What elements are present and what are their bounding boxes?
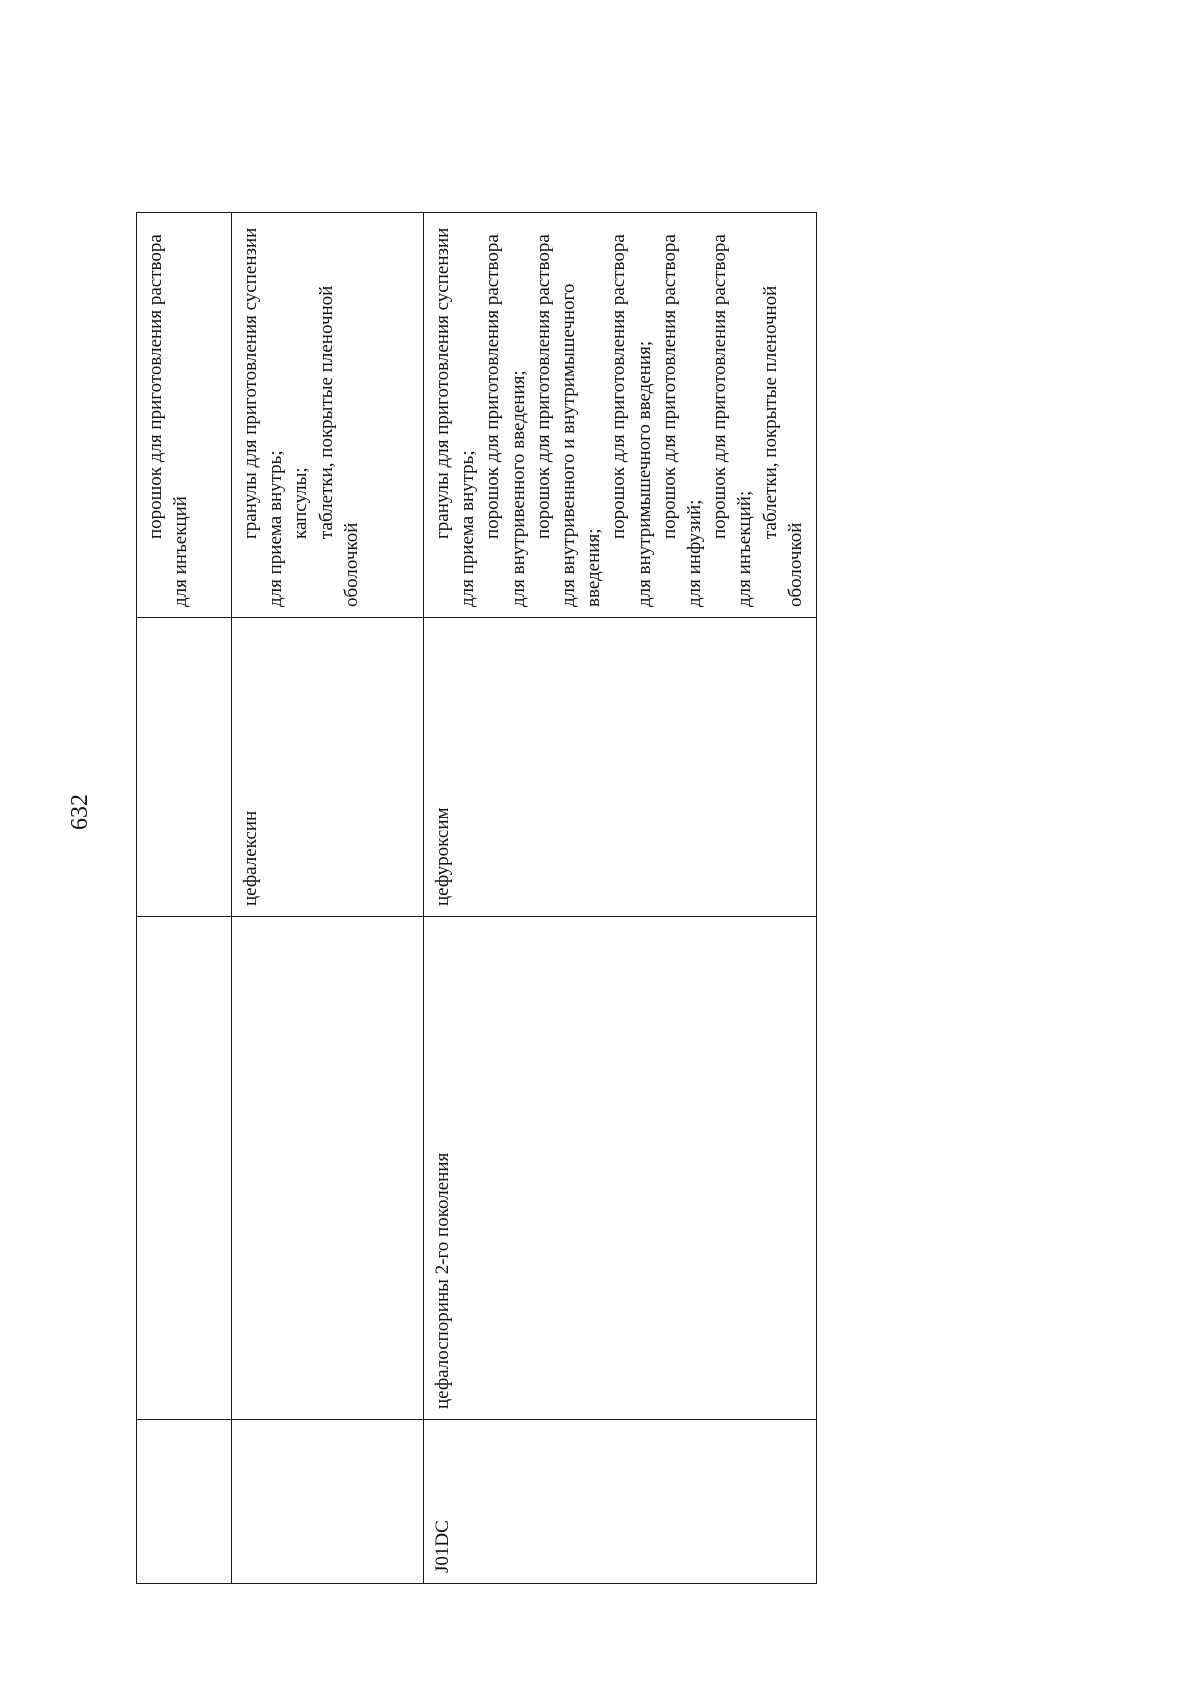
drug-name-cell: цефалексин (232, 618, 424, 917)
group-cell (137, 917, 232, 1420)
group-cell: цефалоспорины 2-го поколения (424, 917, 817, 1420)
atc-code-cell: J01DC (424, 1420, 817, 1584)
table-row (232, 213, 424, 1584)
dosage-form-item: гранулы для приготовления суспензии для приема внутрь; (432, 227, 479, 607)
dosage-form-item: гранулы для приготовления суспензии для приема внутрь; (240, 227, 287, 607)
atc-code-cell (232, 1420, 424, 1584)
dosage-form-item: порошок для приготовления раствора для внутривенного введения; (482, 234, 529, 607)
dosage-form-item: порошок для приготовления раствора для инъекций (145, 234, 192, 607)
dosage-form-item: капсулы; (290, 467, 312, 539)
group-cell (232, 917, 424, 1420)
dosage-form-item: таблетки, покрытые пленочной оболочкой (759, 285, 806, 607)
table-row (137, 213, 232, 1584)
drug-name-cell: цефуроксим (424, 618, 817, 917)
dosage-form-item: порошок для приготовления раствора для инъекций; (709, 234, 756, 607)
dosage-forms-cell (424, 213, 817, 618)
dosage-forms-cell (137, 213, 232, 618)
rotated-page-content (136, 212, 1100, 1584)
table-row (424, 213, 817, 1584)
dosage-form-item: порошок для приготовления раствора для внутримышечного введения; (608, 234, 655, 607)
dosage-form-item: порошок для приготовления раствора для внутривенного и внутримышечного введения; (532, 234, 605, 607)
dosage-form-item: порошок для приготовления раствора для инфузий; (658, 234, 706, 607)
atc-code-cell (137, 1420, 232, 1584)
dosage-form-item: таблетки, покрытые пленочной оболочкой (315, 285, 362, 607)
drug-name-cell (137, 618, 232, 917)
page-number: 632 (67, 794, 93, 830)
drug-table (136, 212, 817, 1584)
dosage-forms-cell (232, 213, 424, 618)
